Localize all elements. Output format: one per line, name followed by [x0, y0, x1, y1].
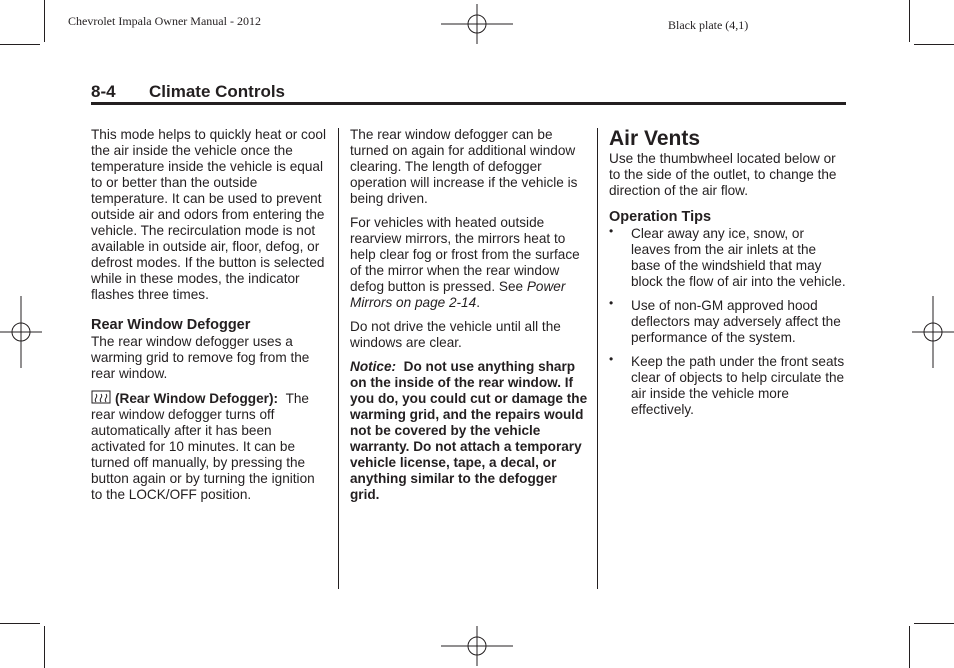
- rear-defogger-lead: (Rear Window Defogger):: [115, 391, 278, 406]
- crop-mark-top-left-v: [44, 0, 45, 42]
- windows-clear-paragraph: Do not drive the vehicle until all the windows are clear.: [350, 319, 561, 350]
- list-item: • Keep the path under the front seats clear of objects to help circulate the air inside the vehicle more effectively.: [609, 352, 845, 417]
- section-number: 8-4: [91, 82, 116, 101]
- bullet-icon: •: [609, 296, 614, 310]
- air-vents-heading: Air Vents: [609, 127, 701, 150]
- crop-mark-bottom-left-h: [0, 623, 40, 624]
- rear-defogger-button-paragraph: [91, 390, 329, 503]
- heated-mirrors-paragraph: For vehicles with heated outside rearview mirrors, the mirrors heat to help clear fog or frost from the surface of the mirror when the rear window defog button is pressed. See Power Mirrors on page 2-14.: [350, 215, 580, 310]
- crop-mark-bottom-right-h: [914, 623, 954, 624]
- power-mirrors-link[interactable]: Power Mirrors on page 2-14: [350, 279, 566, 310]
- registration-mark-bottom-icon: [441, 626, 513, 666]
- section-rule: [91, 102, 846, 105]
- bullet-icon: •: [609, 224, 614, 238]
- list-item: • Clear away any ice, snow, or leaves from the air inlets at the base of the windshield that may block the flow of air into the vehicle.: [609, 224, 846, 289]
- manual-title: Chevrolet Impala Owner Manual - 2012: [68, 14, 261, 28]
- notice-paragraph: [350, 359, 588, 503]
- list-item: • Use of non-GM approved hood deflectors may adversely affect the performance of the system.: [609, 296, 841, 345]
- crop-mark-bottom-right-v: [909, 626, 910, 668]
- rear-defogger-heading: Rear Window Defogger: [91, 317, 251, 333]
- registration-mark-top-icon: [441, 4, 513, 44]
- rear-defogger-body: The rear window defogger turns off automatically after it has been activated for 10 minutes. It can be turned off manually, by pressing the button again or by turning the ignition to the LOCK/OFF position.: [91, 391, 315, 502]
- rear-defogger-intro: The rear window defogger uses a warming grid to remove fog from the rear window.: [91, 334, 310, 381]
- notice-label: Notice:: [350, 359, 397, 374]
- crop-mark-top-right-v: [909, 0, 910, 42]
- column-divider-2: [597, 128, 598, 589]
- column-3: [609, 127, 847, 418]
- defogger-repeat-paragraph: The rear window defogger can be turned on again for additional window clearing. The length of defogger operation will increase if the vehicle is being driven.: [350, 127, 578, 206]
- notice-body: Do not use anything sharp on the inside of the rear window. If you do, you could cut or damage the warming grid, and the repairs would not be covered by the vehicle warranty. Do not attach a temporary vehicle license, tape, a decal, or anything similar to the defogger grid.: [350, 359, 588, 502]
- rear-defogger-icon: [91, 390, 111, 406]
- registration-mark-right-icon: [912, 296, 954, 368]
- column-1: [91, 127, 329, 503]
- operation-tips-heading: Operation Tips: [609, 209, 712, 225]
- air-vents-paragraph: Use the thumbwheel located below or to the side of the outlet, to change the direction of the air flow.: [609, 151, 837, 198]
- recirculation-paragraph: This mode helps to quickly heat or cool the air inside the vehicle once the temperature inside the vehicle is equal to or better than the outside temperature. It can be used to prevent outside air and odors from entering the vehicle. The recirculation mode is not available in outside air, floor, defog, or defrost modes. If the button is selected while in these modes, the indicator flashes three times.: [91, 127, 326, 302]
- crop-mark-top-right-h: [914, 44, 954, 45]
- bullet-icon: •: [609, 352, 614, 366]
- plate-label: Black plate (4,1): [668, 18, 749, 32]
- crop-mark-bottom-left-v: [44, 626, 45, 668]
- column-divider-1: [338, 128, 339, 589]
- registration-mark-left-icon: [0, 296, 42, 368]
- column-2: [350, 127, 588, 503]
- section-title: Climate Controls: [149, 82, 286, 101]
- crop-mark-top-left-h: [0, 44, 40, 45]
